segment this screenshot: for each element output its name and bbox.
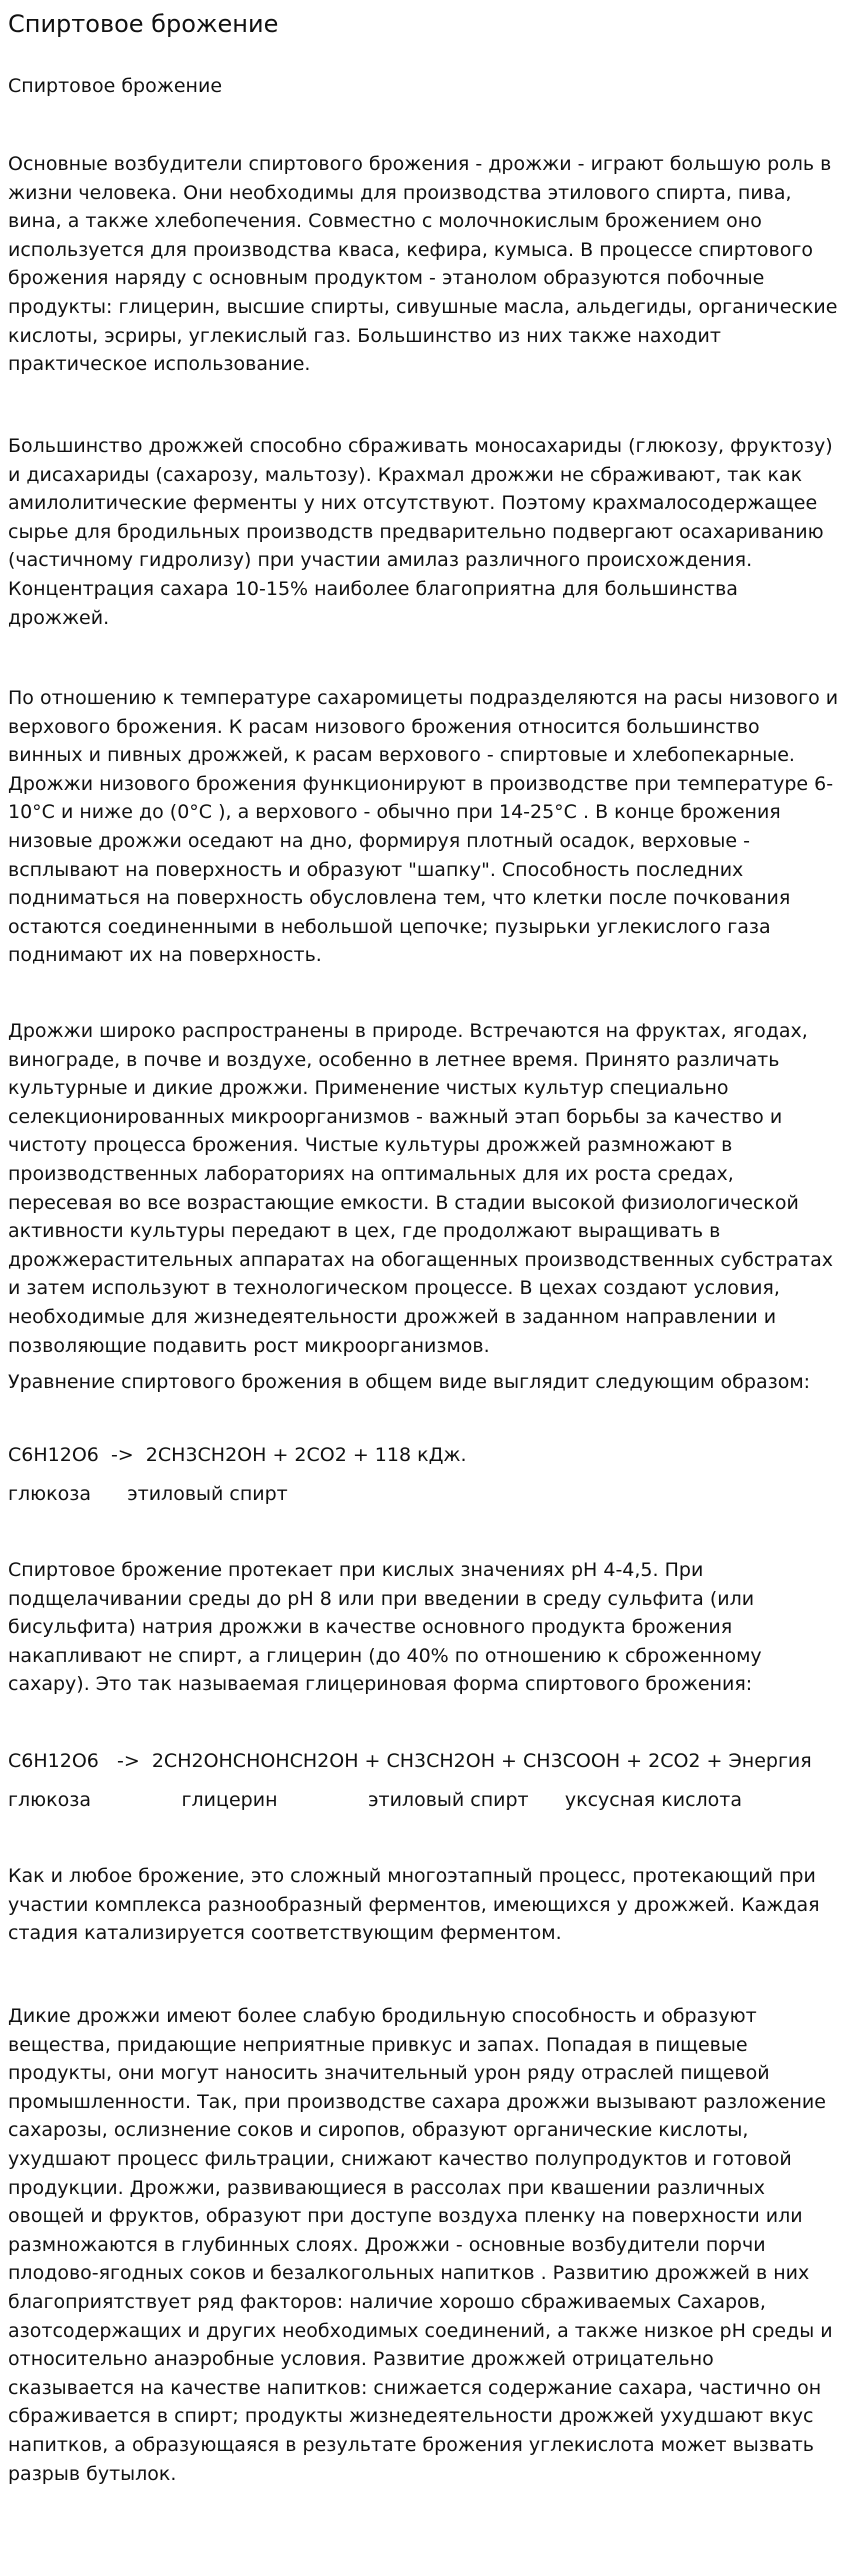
paragraph-sugars: Большинство дрожжей способно сбраживать моносахариды (глюкозу, фруктозу) и дисахариды (сахарозу, мальтозу). Крахмал дрожжи не сбраживают, так как амилолитические ферменты у них отсутствуют. Поэтому крахмалосодержащее сырье для бродильных производств предварительно подвергают осахариванию (частичному гидролизу) при участии амилаз различного происхождения. Концентрация сахара 10-15% наиболее благоприятна для большинства дрожжей. <box>8 435 833 629</box>
paragraph-intro: Основные возбудители спиртового брожения - дрожжи - играют большую роль в жизни человека. Они необходимы для производства этилового спирта, пива, вина, а также хлебопечения. Совместно с молочнокислым брожением оно используется для производства кваса, кефира, кумыса. В процессе спиртового брожения наряду с основным продуктом - этанолом образуются побочные продукты: глицерин, высшие спирты, сивушные масла, альдегиды, органические кислоты, эсриры, углекислый газ. Большинство из них также находит практическое использование. <box>8 153 838 376</box>
equation-glycerol-labels: глюкоза глицерин этиловый спирт уксусная кислота <box>8 1789 743 1811</box>
document-subtitle: Спиртовое брожение <box>8 75 223 97</box>
paragraph-wild-yeast: Дикие дрожжи имеют более слабую бродильную способность и образуют вещества, придающие неприятные привкус и запах. Попадая в пищевые продукты, они могут наносить значительный урон ряду отраслей пищевой промышленности. Так, при производстве сахара дрожжи вызывают разложение сахарозы, ослизнение соков и сиропов, образуют органические кислоты, ухудшают процесс фильтрации, снижают качество полупродуктов и готовой продукции. Дрожжи, развивающиеся в рассолах при квашении различных овощей и фруктов, образуют при доступе воздуха пленку на поверхности или размножаются в глубинных слоях. Дрожжи - основные возбудители порчи плодово-ягодных соков и безалкогольных напитков . Развитию дрожжей в них благоприятствует ряд факторов: наличие хорошо сбраживаемых Сахаров, азотсодержащих и других необходимых соединений, а также низкое рН среды и относительно анаэробные условия. Развитие дрожжей отрицательно сказывается на качестве напитков: снижается содержание сахара, частично он сбраживается в спирт; продукты жизнедеятельности дрожжей ухудшают вкус напитков, а образующаяся в результате брожения углекислота может вызвать разрыв бутылок. <box>8 2005 833 2485</box>
paragraph-temperature: По отношению к температуре сахаромицеты подразделяются на расы низового и верхового брожения. К расам низового брожения относится большинство винных и пивных дрожжей, к расам верхового - спиртовые и хлебопекарные. Дрожжи низового брожения функционируют в производстве при температуре 6-10°С и ниже до (0°С ), а верхового - обычно при 14-25°С . В конце брожения низовые дрожжи оседают на дно, формируя плотный осадок, верховые - всплывают на поверхность и образуют "шапку". Способность последних подниматься на поверхность обусловлена тем, что клетки после почкования остаются соединенными в небольшой цепочке; пузырьки углекислого газа поднимают их на поверхность. <box>8 687 839 967</box>
paragraph-process: Как и любое брожение, это сложный многоэтапный процесс, протекающий при участии комплекса разнообразный ферментов, имеющихся у дрожжей. Каждая стадия катализируется соответствующим ферментом. <box>8 1865 820 1945</box>
paragraph-ph: Спиртовое брожение протекает при кислых значениях рН 4-4,5. При подщелачивании среды до рН 8 или при введении в среду сульфита (или бисульфита) натрия дрожжи в качестве основного продукта брожения накапливают не спирт, а глицерин (до 40% по отношению к сброженному сахару). Это так называемая глицериновая форма спиртового брожения: <box>8 1559 762 1696</box>
paragraph-distribution: Дрожжи широко распространены в природе. Встречаются на фруктах, ягодах, винограде, в почве и воздухе, особенно в летнее время. Принято различать культурные и дикие дрожжи. Применение чистых культур специально селекционированных микроорганизмов - важный этап борьбы за качество и чистоту процесса брожения. Чистые культуры дрожжей размножают в производственных лабораториях на оптимальных для их роста средах, пересевая во все возрастающие емкости. В стадии высокой физиологической активности культуры передают в цех, где продолжают выращивать в дрожжерастительных аппаратах на обогащенных производственных субстратах и затем используют в технологическом процессе. В цехах создают условия, необходимые для жизнедеятельности дрожжей в заданном направлении и позволяющие подавить рост микроорганизмов. <box>8 1020 833 1357</box>
page-title: Спиртовое брожение <box>8 10 279 38</box>
equation-glycerol: С6Н12О6 -> 2СН2ОНСНОНСН2ОН + СН3СН2ОН + СН3СООН + 2СО2 + Энергия <box>8 1750 812 1772</box>
equation-alcoholic: С6Н12О6 -> 2СН3СН2ОН + 2СО2 + 118 кДж. <box>8 1444 467 1466</box>
equation-alcoholic-labels: глюкоза этиловый спирт <box>8 1483 288 1505</box>
paragraph-equation-intro: Уравнение спиртового брожения в общем виде выглядит следующим образом: <box>8 1371 811 1393</box>
